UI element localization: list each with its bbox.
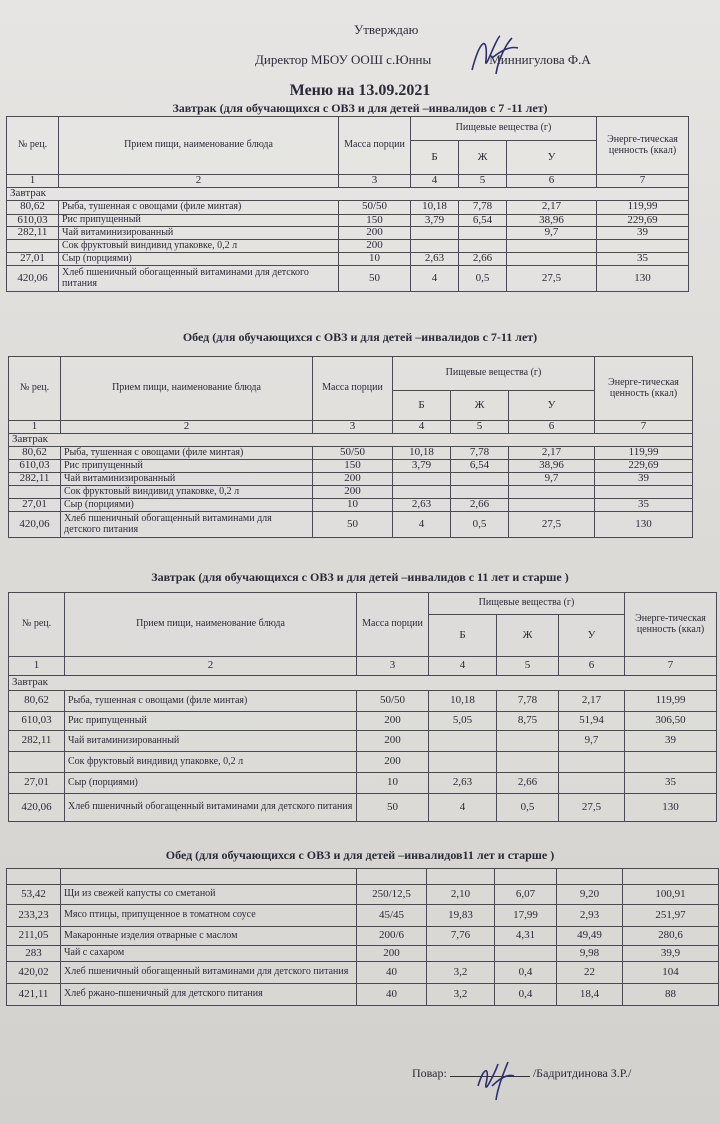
recipe-number: 211,05 <box>7 927 61 946</box>
table-row <box>7 240 689 253</box>
fat: 2,66 <box>459 253 507 266</box>
table-row <box>9 460 693 473</box>
fat: 0,5 <box>451 512 509 538</box>
index-cell: 6 <box>507 175 597 188</box>
fat: 0,4 <box>495 962 557 984</box>
recipe-number: 27,01 <box>9 773 65 794</box>
section-label: Завтрак <box>9 676 717 691</box>
menu-title: Меню на 13.09.2021 <box>289 82 431 99</box>
protein: 2,63 <box>429 773 497 794</box>
table-row <box>9 794 717 822</box>
fat: 6,07 <box>495 885 557 905</box>
table-row <box>7 927 719 946</box>
director-title: Директор МБОУ ООШ с.Юнны <box>255 52 432 67</box>
index-cell: 4 <box>429 657 497 676</box>
col-u-header: У <box>509 391 595 421</box>
portion-mass: 200/6 <box>357 927 427 946</box>
col-num-header: № рец. <box>7 117 59 175</box>
portion-mass: 200 <box>357 712 429 731</box>
index-cell: 4 <box>393 421 451 434</box>
recipe-number: 282,11 <box>7 227 59 240</box>
carbs <box>509 486 595 499</box>
protein: 2,10 <box>427 885 495 905</box>
col-dish-header: Прием пищи, наименование блюда <box>61 357 313 421</box>
dish-name: Хлеб ржано-пшеничный для детского питания <box>61 984 357 1006</box>
portion-mass: 40 <box>357 984 427 1006</box>
table-row <box>9 712 717 731</box>
energy: 130 <box>595 512 693 538</box>
carbs <box>509 499 595 512</box>
portion-mass: 200 <box>313 473 393 486</box>
col-zh-header: Ж <box>459 141 507 175</box>
carbs: 9,7 <box>507 227 597 240</box>
fat: 0,5 <box>459 266 507 292</box>
col-zh-header: Ж <box>451 391 509 421</box>
table-row <box>7 227 689 240</box>
protein: 19,83 <box>427 905 495 927</box>
table1-body <box>7 200 689 292</box>
energy: 39 <box>595 473 693 486</box>
energy <box>625 752 717 773</box>
protein: 4 <box>429 794 497 822</box>
carbs <box>507 253 597 266</box>
index-cell: 6 <box>559 657 625 676</box>
table2-body <box>9 447 693 538</box>
dish-name: Хлеб пшеничный обогащенный витаминами для детского питания <box>61 962 357 984</box>
protein <box>393 486 451 499</box>
recipe-number: 421,11 <box>7 984 61 1006</box>
col-zh-header: Ж <box>497 615 559 657</box>
table-row <box>9 499 693 512</box>
fat <box>459 240 507 253</box>
dish-name: Рис припущенный <box>59 214 339 227</box>
dish-name: Рыба, тушенная с овощами (филе минтая) <box>61 447 313 460</box>
energy: 119,99 <box>625 691 717 712</box>
energy: 35 <box>595 499 693 512</box>
col-mass-header: Масса порции <box>313 357 393 421</box>
cook-label: Повар: <box>412 1066 447 1080</box>
portion-mass: 10 <box>313 499 393 512</box>
carbs <box>559 773 625 794</box>
carbs: 2,17 <box>559 691 625 712</box>
carbs: 49,49 <box>557 927 623 946</box>
lunch-11plus-table <box>6 868 719 1006</box>
carbs: 2,17 <box>509 447 595 460</box>
table-row <box>9 691 717 712</box>
energy: 251,97 <box>623 905 719 927</box>
energy: 104 <box>623 962 719 984</box>
table-row <box>7 200 689 214</box>
fat <box>497 731 559 752</box>
col-b-header: Б <box>429 615 497 657</box>
recipe-number: 420,02 <box>7 962 61 984</box>
portion-mass: 250/12,5 <box>357 885 427 905</box>
portion-mass: 200 <box>339 227 411 240</box>
portion-mass: 10 <box>339 253 411 266</box>
col-num-header: № рец. <box>9 357 61 421</box>
energy: 306,50 <box>625 712 717 731</box>
recipe-number: 80,62 <box>9 447 61 460</box>
index-cell: 2 <box>59 175 339 188</box>
portion-mass: 50 <box>357 794 429 822</box>
energy: 280,6 <box>623 927 719 946</box>
fat: 6,54 <box>451 460 509 473</box>
dish-name: Мясо птицы, припущенное в томатном соусе <box>61 905 357 927</box>
carbs: 38,96 <box>509 460 595 473</box>
col-energy-header: Энерге-тическая ценность (ккал) <box>597 117 689 175</box>
index-cell: 7 <box>597 175 689 188</box>
protein <box>427 946 495 962</box>
col-energy-header: Энерге-тическая ценность (ккал) <box>595 357 693 421</box>
portion-mass: 50 <box>313 512 393 538</box>
carbs: 9,98 <box>557 946 623 962</box>
recipe-number <box>9 486 61 499</box>
col-nutrients-header: Пищевые вещества (г) <box>429 593 625 615</box>
index-cell: 5 <box>451 421 509 434</box>
table3-body <box>9 691 717 822</box>
dish-name: Сок фруктовый виндивид упаковке, 0,2 л <box>59 240 339 253</box>
portion-mass: 50/50 <box>339 200 411 214</box>
protein: 7,76 <box>427 927 495 946</box>
cook-signature-line <box>412 1066 631 1081</box>
carbs: 2,93 <box>557 905 623 927</box>
col-u-header: У <box>559 615 625 657</box>
col-b-header: Б <box>411 141 459 175</box>
carbs: 38,96 <box>507 214 597 227</box>
portion-mass: 200 <box>313 486 393 499</box>
dish-name: Сыр (порциями) <box>59 253 339 266</box>
recipe-number: 610,03 <box>7 214 59 227</box>
table-row <box>9 473 693 486</box>
recipe-number: 283 <box>7 946 61 962</box>
dish-name: Чай витаминизированный <box>59 227 339 240</box>
energy: 119,99 <box>595 447 693 460</box>
protein: 10,18 <box>393 447 451 460</box>
energy: 35 <box>625 773 717 794</box>
energy: 229,69 <box>595 460 693 473</box>
energy: 119,99 <box>597 200 689 214</box>
table1-caption: Завтрак (для обучающихся с ОВЗ и для детей –инвалидов с 7 -11 лет) <box>172 101 548 115</box>
recipe-number: 282,11 <box>9 473 61 486</box>
dish-name: Сыр (порциями) <box>65 773 357 794</box>
energy: 39 <box>625 731 717 752</box>
recipe-number: 610,03 <box>9 712 65 731</box>
protein <box>411 227 459 240</box>
table-row <box>9 773 717 794</box>
carbs: 2,17 <box>507 200 597 214</box>
table-row <box>9 486 693 499</box>
table3-caption: Завтрак (для обучающихся с ОВЗ и для детей –инвалидов с 11 лет и старше ) <box>151 570 569 584</box>
breakfast-7-11-table <box>6 116 689 292</box>
portion-mass: 200 <box>339 240 411 253</box>
carbs <box>559 752 625 773</box>
fat: 7,78 <box>497 691 559 712</box>
cook-name: /Бадритдинова З.Р./ <box>532 1066 632 1080</box>
recipe-number: 420,06 <box>9 794 65 822</box>
protein <box>429 752 497 773</box>
table-row <box>7 905 719 927</box>
portion-mass: 50/50 <box>357 691 429 712</box>
protein: 2,63 <box>411 253 459 266</box>
index-cell: 7 <box>625 657 717 676</box>
carbs: 27,5 <box>507 266 597 292</box>
recipe-number: 420,06 <box>7 266 59 292</box>
breakfast-11plus-table <box>8 592 717 822</box>
dish-name: Чай витаминизированный <box>61 473 313 486</box>
recipe-number: 27,01 <box>7 253 59 266</box>
carbs: 27,5 <box>509 512 595 538</box>
fat: 0,5 <box>497 794 559 822</box>
dish-name: Рис припущенный <box>61 460 313 473</box>
recipe-number: 80,62 <box>7 200 59 214</box>
protein: 3,79 <box>393 460 451 473</box>
energy: 39,9 <box>623 946 719 962</box>
portion-mass: 150 <box>339 214 411 227</box>
table-row <box>7 885 719 905</box>
dish-name: Сыр (порциями) <box>61 499 313 512</box>
col-num-header: № рец. <box>9 593 65 657</box>
col-b-header: Б <box>393 391 451 421</box>
dish-name: Хлеб пшеничный обогащенный витаминами для детского питания <box>61 512 313 538</box>
fat <box>451 473 509 486</box>
approve-label: Утверждаю <box>354 22 419 37</box>
fat <box>497 752 559 773</box>
carbs <box>507 240 597 253</box>
dish-name: Сок фруктовый виндивид упаковке, 0,2 л <box>65 752 357 773</box>
protein <box>393 473 451 486</box>
table4-body <box>7 885 719 1006</box>
index-cell: 2 <box>61 421 313 434</box>
recipe-number: 610,03 <box>9 460 61 473</box>
director-signature <box>466 30 524 80</box>
protein: 5,05 <box>429 712 497 731</box>
fat <box>495 946 557 962</box>
col-nutrients-header: Пищевые вещества (г) <box>393 357 595 391</box>
dish-name: Сок фруктовый виндивид упаковке, 0,2 л <box>61 486 313 499</box>
index-cell: 1 <box>7 175 59 188</box>
portion-mass: 10 <box>357 773 429 794</box>
recipe-number: 282,11 <box>9 731 65 752</box>
portion-mass: 150 <box>313 460 393 473</box>
recipe-number <box>9 752 65 773</box>
dish-name: Макаронные изделия отварные с маслом <box>61 927 357 946</box>
dish-name: Хлеб пшеничный обогащенный витаминами для детского питания <box>59 266 339 292</box>
index-cell: 6 <box>509 421 595 434</box>
fat: 0,4 <box>495 984 557 1006</box>
col-nutrients-header: Пищевые вещества (г) <box>411 117 597 141</box>
section-label: Завтрак <box>9 434 693 447</box>
protein <box>429 731 497 752</box>
fat: 2,66 <box>497 773 559 794</box>
dish-name: Рыба, тушенная с овощами (филе минтая) <box>65 691 357 712</box>
recipe-number: 53,42 <box>7 885 61 905</box>
table-row <box>7 214 689 227</box>
fat: 4,31 <box>495 927 557 946</box>
dish-name: Чай витаминизированный <box>65 731 357 752</box>
protein: 10,18 <box>429 691 497 712</box>
index-cell: 2 <box>65 657 357 676</box>
table-row <box>9 752 717 773</box>
carbs: 51,94 <box>559 712 625 731</box>
table-row <box>7 946 719 962</box>
index-cell: 1 <box>9 421 61 434</box>
portion-mass: 45/45 <box>357 905 427 927</box>
protein: 2,63 <box>393 499 451 512</box>
energy: 88 <box>623 984 719 1006</box>
carbs: 27,5 <box>559 794 625 822</box>
director-name: Миннигулова Ф.А <box>489 52 591 67</box>
energy <box>597 240 689 253</box>
portion-mass: 200 <box>357 731 429 752</box>
lunch-7-11-table <box>8 356 693 538</box>
table-row <box>7 962 719 984</box>
portion-mass: 50 <box>339 266 411 292</box>
portion-mass: 40 <box>357 962 427 984</box>
table4-caption: Обед (для обучающихся с ОВЗ и для детей –инвалидов11 лет и старше ) <box>165 848 555 862</box>
fat <box>459 227 507 240</box>
energy: 229,69 <box>597 214 689 227</box>
carbs: 9,7 <box>509 473 595 486</box>
protein: 3,2 <box>427 962 495 984</box>
index-cell: 3 <box>339 175 411 188</box>
fat <box>451 486 509 499</box>
carbs: 18,4 <box>557 984 623 1006</box>
index-cell: 3 <box>357 657 429 676</box>
protein: 4 <box>411 266 459 292</box>
col-mass-header: Масса порции <box>357 593 429 657</box>
energy: 130 <box>625 794 717 822</box>
cook-signature <box>470 1056 520 1102</box>
fat: 6,54 <box>459 214 507 227</box>
recipe-number: 420,06 <box>9 512 61 538</box>
table-row <box>7 984 719 1006</box>
energy: 35 <box>597 253 689 266</box>
col-energy-header: Энерге-тическая ценность (ккал) <box>625 593 717 657</box>
col-u-header: У <box>507 141 597 175</box>
energy: 130 <box>597 266 689 292</box>
carbs: 9,7 <box>559 731 625 752</box>
index-cell: 3 <box>313 421 393 434</box>
recipe-number: 27,01 <box>9 499 61 512</box>
protein: 3,2 <box>427 984 495 1006</box>
dish-name: Хлеб пшеничный обогащенный витаминами для детского питания <box>65 794 357 822</box>
protein: 4 <box>393 512 451 538</box>
recipe-number <box>7 240 59 253</box>
dish-name: Рыба, тушенная с овощами (филе минтая) <box>59 200 339 214</box>
table-row <box>9 512 693 538</box>
portion-mass: 200 <box>357 752 429 773</box>
fat: 7,78 <box>459 200 507 214</box>
recipe-number: 233,23 <box>7 905 61 927</box>
table-row <box>7 253 689 266</box>
table2-caption: Обед (для обучающихся с ОВЗ и для детей –инвалидов с 7-11 лет) <box>182 330 538 344</box>
recipe-number: 80,62 <box>9 691 65 712</box>
carbs: 22 <box>557 962 623 984</box>
carbs: 9,20 <box>557 885 623 905</box>
index-cell: 7 <box>595 421 693 434</box>
index-cell: 5 <box>459 175 507 188</box>
protein: 10,18 <box>411 200 459 214</box>
energy: 100,91 <box>623 885 719 905</box>
portion-mass: 200 <box>357 946 427 962</box>
table-row <box>9 731 717 752</box>
director-line <box>255 52 591 68</box>
dish-name: Рис припущенный <box>65 712 357 731</box>
energy <box>595 486 693 499</box>
index-cell: 5 <box>497 657 559 676</box>
fat: 8,75 <box>497 712 559 731</box>
portion-mass: 50/50 <box>313 447 393 460</box>
fat: 17,99 <box>495 905 557 927</box>
col-dish-header: Прием пищи, наименование блюда <box>65 593 357 657</box>
fat: 2,66 <box>451 499 509 512</box>
table-row <box>9 447 693 460</box>
protein <box>411 240 459 253</box>
energy: 39 <box>597 227 689 240</box>
index-cell: 4 <box>411 175 459 188</box>
section-label: Завтрак <box>7 187 689 200</box>
dish-name: Щи из свежей капусты со сметаной <box>61 885 357 905</box>
col-dish-header: Прием пищи, наименование блюда <box>59 117 339 175</box>
dish-name: Чай с сахаром <box>61 946 357 962</box>
table-row <box>7 266 689 292</box>
col-mass-header: Масса порции <box>339 117 411 175</box>
protein: 3,79 <box>411 214 459 227</box>
index-cell: 1 <box>9 657 65 676</box>
fat: 7,78 <box>451 447 509 460</box>
